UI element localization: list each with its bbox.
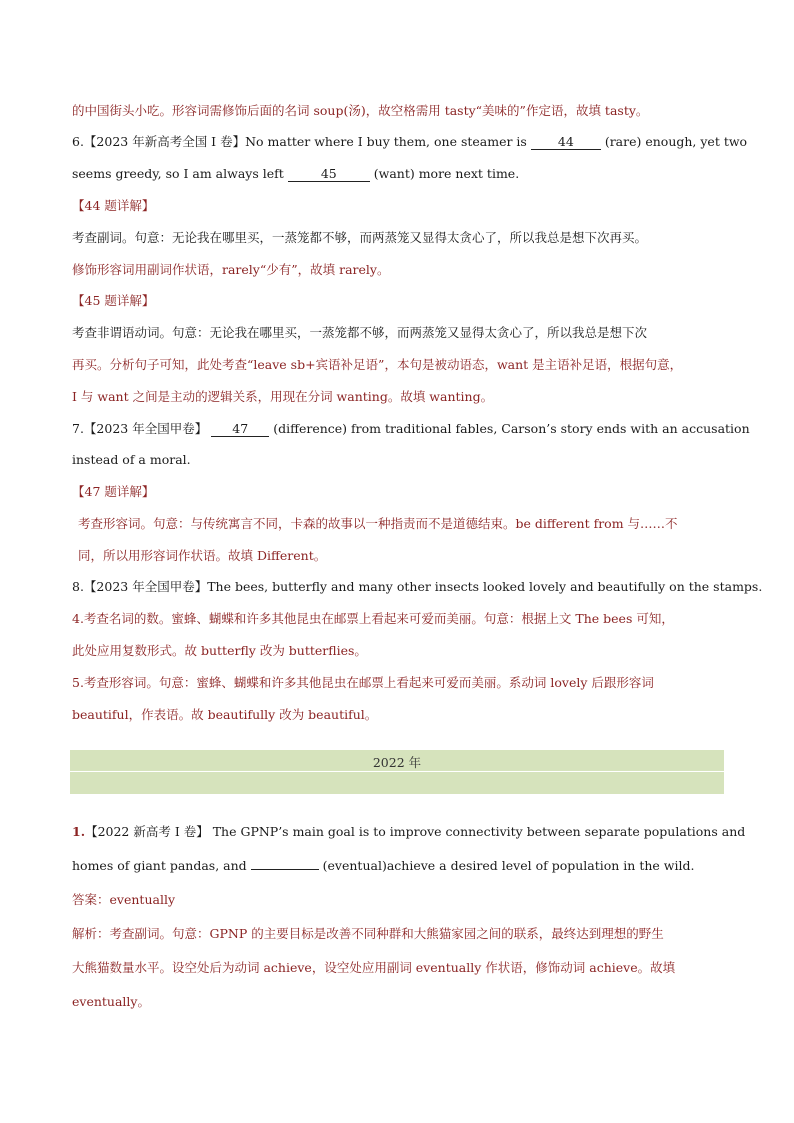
year-heading-text: 2022 年 (372, 755, 422, 770)
explanation-line: 的中国街头小吃。形容词需修饰后面的名词 soup(汤)，故空格需用 tasty“美味的”作定语，故填 tasty。 (72, 103, 649, 118)
heading-45: 【45 题详解】 (72, 293, 155, 308)
question-1-text: 【2022 新高考 I 卷】 The GPNP’s main goal is to improve connectivity between separate populations and (85, 824, 746, 839)
heading-44: 【44 题详解】 (72, 198, 155, 213)
answer-blank-44: 44 (531, 134, 601, 150)
question-7-source: 7.【2023 年全国甲卷】 (72, 421, 208, 436)
answer-blank-1 (251, 869, 319, 870)
question-6-text-line2-end: (want) more next time. (373, 166, 520, 181)
question-1 (72, 823, 746, 841)
answer-8-line1: 4.考查名词的数。蜜蜂、蝴蝶和许多其他昆虫在邮票上看起来可爱而美丽。句意：根据上文 The bees 可知， (72, 611, 674, 626)
question-6-text-line2: seems greedy, so I am always left (72, 166, 284, 181)
answer-8-line2: 此处应用复数形式。故 butterfly 改为 butterflies。 (72, 643, 367, 658)
explanation-1-line3: eventually。 (72, 994, 150, 1009)
answer-45-line3: I 与 want 之间是主动的逻辑关系，用现在分词 wanting。故填 wanting。 (72, 389, 494, 404)
question-7-line2: instead of a moral. (72, 452, 191, 467)
answer-47-line1: 考查形容词。句意：与传统寓言不同，卡森的故事以一种指责而不是道德结束。be different from 与……不 (78, 516, 678, 531)
answer-8-line4: beautiful，作表语。故 beautifully 改为 beautiful。 (72, 707, 378, 722)
question-1-text-line2-end: (eventual)achieve a desired level of population in the wild. (322, 858, 695, 873)
answer-47-line2: 同，所以用形容词作状语。故填 Different。 (78, 548, 327, 563)
question-6-line2 (72, 165, 724, 183)
question-6-text: 6.【2023 年新高考全国 I 卷】No matter where I buy them, one steamer is (72, 134, 527, 149)
explanation-1-line2: 大熊猫数量水平。设空处后为动词 achieve，设空处应用副词 eventually 作状语，修饰动词 achieve。故填 (72, 960, 676, 975)
answer-44-line2: 修饰形容词用副词作状语，rarely“少有”，故填 rarely。 (72, 262, 390, 277)
question-8: 8.【2023 年全国甲卷】The bees, butterfly and many other insects looked lovely and beautifully on the stamps. (72, 579, 763, 594)
heading-47: 【47 题详解】 (72, 484, 155, 499)
question-7-text: (difference) from traditional fables, Carson’s story ends with an accusation (273, 421, 750, 436)
question-1-text-line2: homes of giant pandas, and (72, 858, 247, 873)
question-1-number: 1. (72, 824, 86, 839)
answer-45-line1: 考查非谓语动词。句意：无论我在哪里买，一蒸笼都不够，而两蒸笼又显得太贪心了，所以我总是想下次 (72, 325, 648, 340)
answer-44-line1: 考查副词。句意：无论我在哪里买，一蒸笼都不够，而两蒸笼又显得太贪心了，所以我总是想下次再买。 (72, 230, 648, 245)
answer-line (72, 891, 724, 909)
answer-blank-47: 47 (211, 421, 269, 437)
question-6 (72, 133, 748, 151)
answer-label: 答案： (72, 892, 110, 907)
answer-blank-45: 45 (288, 166, 370, 182)
answer-8-line3: 5.考查形容词。句意：蜜蜂、蝴蝶和许多其他昆虫在邮票上看起来可爱而美丽。系动词 lovely 后跟形容词 (72, 675, 654, 690)
question-7 (72, 420, 750, 438)
heading-divider (70, 771, 724, 772)
question-6-text-cont: (rare) enough, yet two (604, 134, 748, 149)
explanation-1-line1: 解析：考查副词。句意：GPNP 的主要目标是改善不同种群和大熊猫家园之间的联系，最终达到理想的野生 (72, 926, 664, 941)
answer-45-line2: 再买。分析句子可知，此处考查“leave sb+宾语补足语”，本句是被动语态，want 是主语补足语，根据句意， (72, 357, 683, 372)
question-1-line2 (72, 857, 724, 875)
year-section-heading (70, 750, 724, 794)
answer-value: eventually (109, 892, 176, 907)
